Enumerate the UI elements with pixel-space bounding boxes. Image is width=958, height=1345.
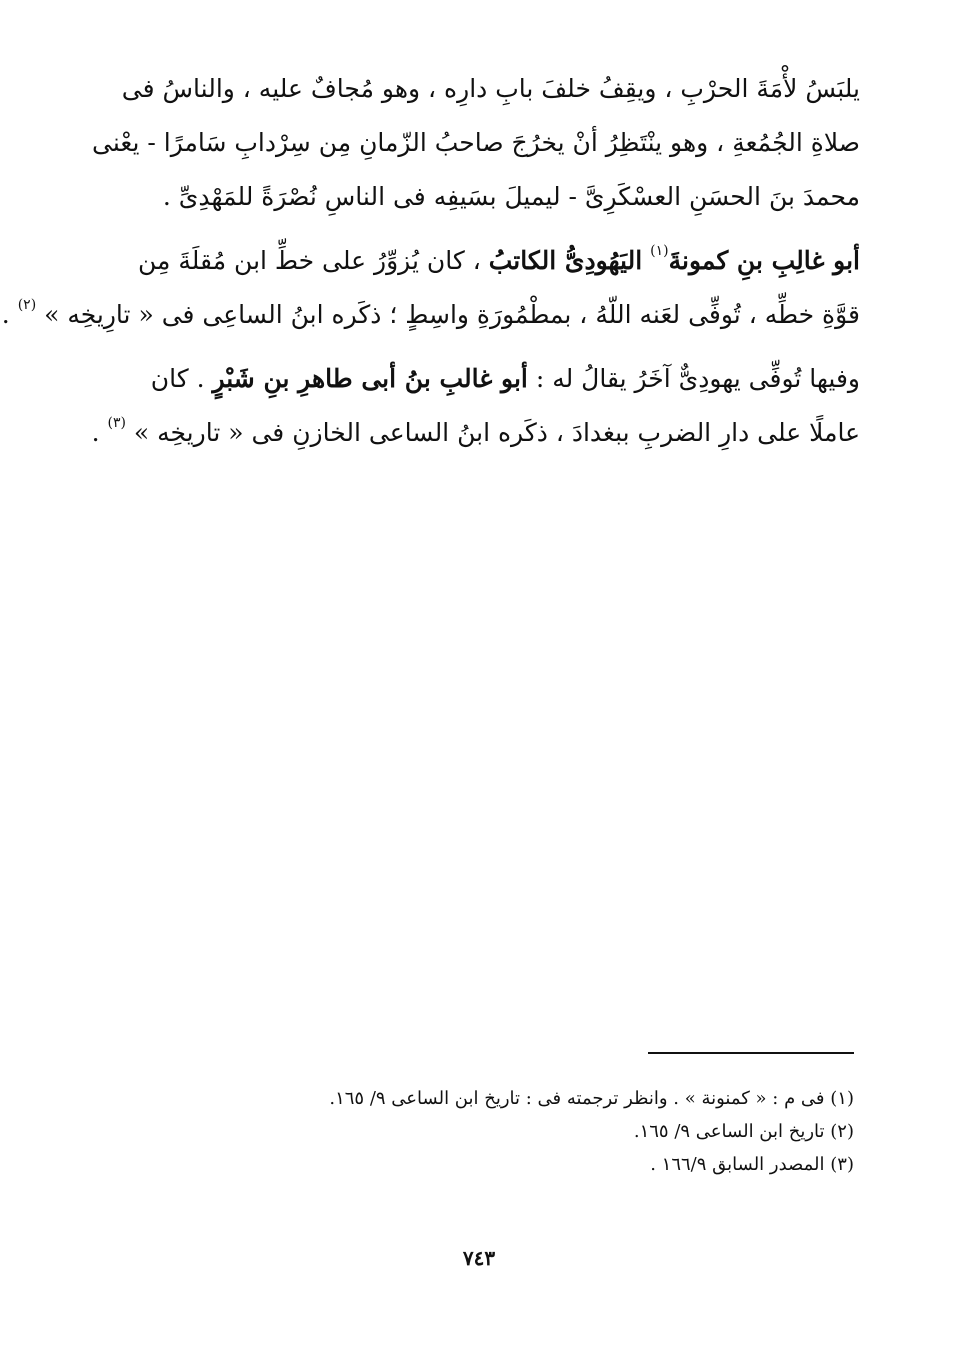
text-line: صلاةِ الجُمُعةِ ، وهو ينْتَظِرُ أنْ يخرُجَ صاحبُ الزّمانِ مِن سِرْدابِ سَامرًا - يعْنى [92, 128, 860, 157]
paragraph-3 [91, 352, 860, 460]
footnote-marker: (٣) [107, 415, 126, 431]
text-segment: . كان [150, 364, 213, 393]
paragraph-2 [1, 234, 860, 342]
footnote-1: (١) فى م : « كمنونة » . وانظر ترجمته فى : تاريخ ابن الساعى ٩/ ١٦٥. [329, 1088, 854, 1109]
person-name: أبو غالِبِ بنِ كمونةَ [668, 246, 860, 275]
text-segment: قوَّةِ خطِّه ، تُوفِّى لعَنه اللّهُ ، بمطْمُورَةِ واسِطٍ ؛ ذكَره ابنُ الساعِى فى « تارِيخِه » [36, 300, 860, 329]
text-segment: . [1, 300, 18, 329]
text-segment: ، كان يُزوِّرُ على خطِّ ابن مُقلَةَ مِن [138, 246, 489, 275]
text-line: محمدَ بنَ الحسَنِ العسْكَرِىَّ - ليميلَ بسَيفِه فى الناسِ نُصْرَةً للمَهْدِىِّ . [162, 182, 860, 211]
footnote-separator [648, 1052, 854, 1054]
text-segment: وفيها تُوفِّى يهودِىٌّ آخَرُ يقالُ له : [527, 364, 860, 393]
text-segment: . [91, 418, 108, 447]
paragraph-1 [92, 62, 860, 224]
text-line [91, 406, 860, 460]
footnote-marker: (٢) [17, 297, 37, 313]
text-segment: عاملًا على دارِ الضربِ ببغدادَ ، ذكَره ابنُ الساعى الخازنِ فى « تاريخِه » [125, 418, 860, 447]
text-line: يلبَسُ لأْمَةَ الحرْبِ ، ويقِفُ خلفَ بابِ دارِه ، وهو مُجافٌ عليه ، والناسُ فى [121, 74, 860, 103]
person-name: أبو غالبِ بنُ أبى طاهرِ بنِ شَبْرٍ [212, 364, 528, 393]
person-description: اليَهُودِىُّ الكاتبُ [488, 246, 643, 275]
main-text [1, 62, 860, 470]
footnote-3: (٣) المصدر السابق ١٦٦/٩ . [650, 1154, 854, 1175]
page-number: ٧٤٣ [462, 1246, 496, 1270]
footnote-marker: (١) [650, 243, 669, 259]
footnote-2: (٢) تاريخ ابن الساعى ٩/ ١٦٥. [633, 1121, 854, 1142]
text-line [140, 352, 860, 406]
footnotes [300, 1082, 854, 1181]
text-line [140, 234, 860, 288]
text-line [1, 288, 860, 342]
